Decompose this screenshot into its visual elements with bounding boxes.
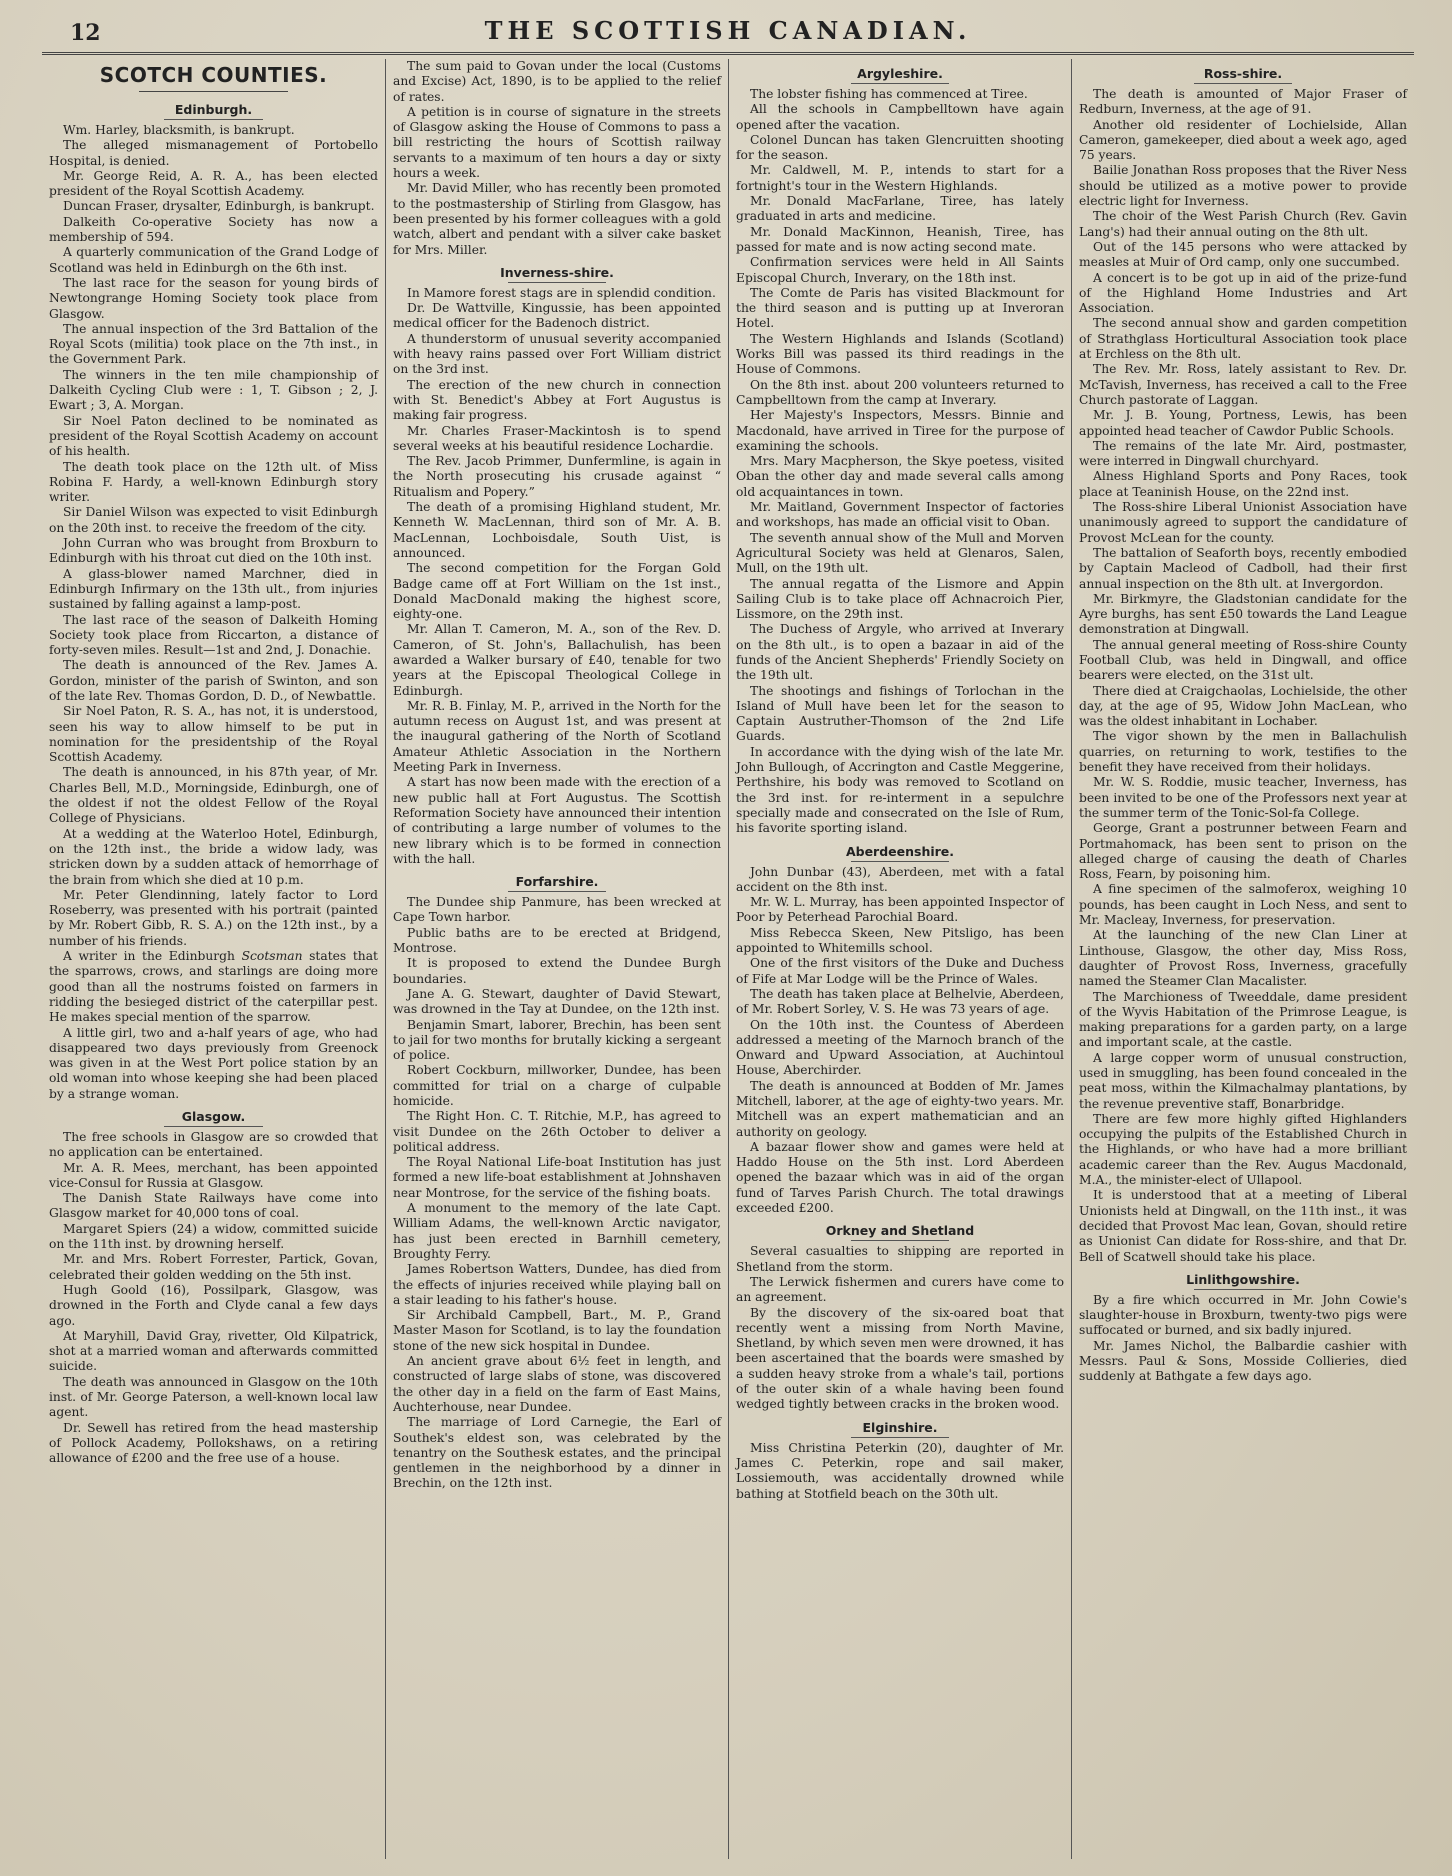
news-item: The Dundee ship Panmure, has been wrecked at Cape Town harbor. <box>393 895 721 925</box>
news-item: Mr. Charles Fraser-Mackintosh is to spend several weeks at his beautiful residence Lochardie. <box>393 423 721 453</box>
news-item: Sir Noel Paton, R. S. A., has not, it is understood, seen his way to allow himself to be put in nomination for the presidentship of the Royal Scottish Academy. <box>49 704 378 765</box>
news-item: Duncan Fraser, drysalter, Edinburgh, is bankrupt. <box>63 199 375 214</box>
news-item: The free schools in Glasgow are so crowded that no application can be entertained. <box>49 1130 378 1160</box>
news-item: The death has taken place at Belhelvie, Aberdeen, of Mr. Robert Sorley, V. S. He was 73 years of age. <box>736 986 1064 1017</box>
news-item: Wm. Harley, blacksmith, is bankrupt. <box>63 123 295 137</box>
news-item: The Duchess of Argyle, who arrived at Inverary on the 8th ult., is to open a bazaar in aid of the funds of the Ancient Shepherds' Friendly Society on the 19th ult. <box>736 622 1064 683</box>
news-item: Sir Archibald Campbell, Bart., M. P., Grand Master Mason for Scotland, is to lay the foundation stone of the new sick hospital in Dundee. <box>393 1308 721 1353</box>
news-item: The Lerwick fishermen and curers have come to an agreement. <box>736 1274 1064 1305</box>
news-item: The alleged mismanagement of Portobello Hospital, is denied. <box>49 138 378 168</box>
news-item: Mr. George Reid, A. R. A., has been elected president of the Royal Scottish Academy. <box>49 168 378 199</box>
news-item: In accordance with the dying wish of the late Mr. John Bullough, of Accrington and Castle Meggerine, Perthshire, his body was removed to Scotland on the 3rd inst. for re-interment in a sepulchre specially made and consecrated on the Isle of Rum, his favorite sporting island. <box>736 744 1064 836</box>
news-item: A writer in the Edinburgh Scotsman states that the sparrows, crows, and starlings are doing more good than all the nostrums foisted on farmers in ridding the besieged district of the caterpillar pest. He makes special mention of the sparrow. <box>49 949 378 1025</box>
county-heading: Forfarshire. <box>393 874 721 892</box>
news-item: The marriage of Lord Carnegie, the Earl of Southek's eldest son, was celebrated by the tenantry on the Southesk estates, and the principal gentlemen in the neighborhood by a dinner in Brechin, on the 12th inst. <box>393 1415 721 1491</box>
news-item: Public baths are to be erected at Bridgend, Montrose. <box>393 925 721 956</box>
news-item: John Curran who was brought from Broxburn to Edinburgh with his throat cut died on the 10th inst. <box>49 536 378 566</box>
news-item: The death is announced of the Rev. James A. Gordon, minister of the parish of Swinton, and son of the late Rev. Thomas Gordon, D. D., of Newbattle. <box>49 658 378 703</box>
news-item: Margaret Spiers (24) a widow, committed suicide on the 11th inst. by drowning herself. <box>49 1221 378 1252</box>
news-item: Dr. Sewell has retired from the head mastership of Pollock Academy, Pollokshaws, on a retiring allowance of £200 and the free use of a house. <box>49 1420 378 1466</box>
news-item: Mr. Peter Glendinning, lately factor to Lord Roseberry, was presented with his portrait (painted by Mr. Robert Gibb, R. S. A.) on the 12th inst., by a number of his friends. <box>49 887 378 948</box>
news-item: Mrs. Mary Macpherson, the Skye poetess, visited Oban the other day and made several calls among old acquaintances in town. <box>736 454 1064 499</box>
news-item: Mr. J. B. Young, Portness, Lewis, has been appointed head teacher of Cawdor Public Schools. <box>1079 408 1407 438</box>
news-item: By a fire which occurred in Mr. John Cowie's slaughter-house in Broxburn, twenty-two pigs were suffocated or burned, and six badly injured. <box>1079 1292 1407 1338</box>
news-item: Alness Highland Sports and Pony Races, took place at Teaninish House, on the 22nd inst. <box>1079 469 1407 499</box>
news-item: Jane A. G. Stewart, daughter of David Stewart, was drowned in the Tay at Dundee, on the 12th inst. <box>393 986 721 1017</box>
news-item: Sir Daniel Wilson was expected to visit Edinburgh on the 20th inst. to receive the freedom of the city. <box>49 505 378 535</box>
news-item: The death took place on the 12th ult. of Miss Robina F. Hardy, a well-known Edinburgh story writer. <box>49 459 378 505</box>
news-item: The sum paid to Govan under the local (Customs and Excise) Act, 1890, is to be applied to the relief of rates. <box>393 59 721 104</box>
news-item: At a wedding at the Waterloo Hotel, Edinburgh, on the 12th inst., the bride a widow lady, was stricken down by a sudden attack of hemorrhage of the brain from which she died at 10 p.m. <box>49 826 378 887</box>
news-item: One of the first visitors of the Duke and Duchess of Fife at Mar Lodge will be the Prince of Wales. <box>736 956 1064 986</box>
news-item: The Royal National Life-boat Institution has just formed a new life-boat establishment at Johnshaven near Montrose, for the service of the fishing boats. <box>393 1155 721 1200</box>
news-item: James Robertson Watters, Dundee, has died from the effects of injuries received while playing ball on a stair leading to his father's house. <box>393 1262 721 1307</box>
news-item: Mr. Donald MacKinnon, Heanish, Tiree, has passed for mate and is now acting second mate. <box>736 224 1064 254</box>
county-heading: Argyleshire. <box>736 66 1064 84</box>
news-item: Miss Christina Peterkin (20), daughter of Mr. James C. Peterkin, rope and sail maker, Lossiemouth, was accidentally drowned while bathing at Stotfield beach on the 30th ult. <box>736 1440 1064 1501</box>
news-item: The death is announced at Bodden of Mr. James Mitchell, laborer, at the age of eighty-two years. Mr. Mitchell was an expert mathematician and an authority on geology. <box>736 1078 1064 1139</box>
news-item: Out of the 145 persons who were attacked by measles at Muir of Ord camp, only one succumbed. <box>1079 239 1407 270</box>
news-item: A quarterly communication of the Grand Lodge of Scotland was held in Edinburgh on the 6th inst. <box>49 245 378 275</box>
news-item: The last race of the season of Dalkeith Homing Society took place from Riccarton, a distance of forty-seven miles. Result—1st and 2nd, J. Donachie. <box>49 612 378 658</box>
news-item: The choir of the West Parish Church (Rev. Gavin Lang's) had their annual outing on the 8th ult. <box>1079 209 1407 239</box>
news-item: A start has now been made with the erection of a new public hall at Fort Augustus. The Scottish Reformation Society have announced their intention of contributing a large number of volumes to the new library which is to be formed in connection with the hall. <box>393 775 721 866</box>
news-item: Another old residenter of Lochielside, Allan Cameron, gamekeeper, died about a week ago, aged 75 years. <box>1079 117 1407 163</box>
news-item: Her Majesty's Inspectors, Messrs. Binnie and Macdonald, have arrived in Tiree for the purpose of examining the schools. <box>736 408 1064 453</box>
county-heading: Ross-shire. <box>1079 66 1407 84</box>
county-heading: Glasgow. <box>49 1109 378 1127</box>
news-item: The winners in the ten mile championship of Dalkeith Cycling Club were : 1, T. Gibson ; 2, J. Ewart ; 3, A. Morgan. <box>49 367 378 413</box>
news-item: At the launching of the new Clan Liner at Linthouse, Glasgow, the other day, Miss Ross, daughter of Provost Ross, Inverness, gracefully named the Steamer Clan Macalister. <box>1079 928 1407 989</box>
news-item: Mr. Donald MacFarlane, Tiree, has lately graduated in arts and medicine. <box>736 194 1064 224</box>
news-item: Miss Rebecca Skeen, New Pitsligo, has been appointed to Whitemills school. <box>736 925 1064 956</box>
news-item: The death was announced in Glasgow on the 10th inst. of Mr. George Paterson, a well-known local law agent. <box>49 1374 378 1420</box>
news-item: The Western Highlands and Islands (Scotland) Works Bill was passed its third readings in the House of Commons. <box>736 331 1064 377</box>
news-item: The death is amounted of Major Fraser of Redburn, Inverness, at the age of 91. <box>1079 87 1407 117</box>
news-item: A glass-blower named Marchner, died in Edinburgh Infirmary on the 13th ult., from injuries sustained by falling against a lamp-post. <box>49 566 378 612</box>
news-item: It is understood that at a meeting of Liberal Unionists held at Dingwall, on the 11th inst., it was decided that Provost Mac lean, Govan, should retire as Unionist Can didate for Ross-shire, and that Dr. Bell of Scatwell should take his place. <box>1079 1188 1407 1264</box>
page-number: 12 <box>70 20 101 46</box>
news-item: Dr. De Wattville, Kingussie, has been appointed medical officer for the Badenoch district. <box>393 301 721 331</box>
news-item: Mr. Allan T. Cameron, M. A., son of the Rev. D. Cameron, of St. John's, Ballachulish, has been awarded a Walker bursary of £40, tenable for two years at the Episcopal Theological College in Edinburgh. <box>393 622 721 698</box>
masthead <box>42 8 1414 46</box>
news-item: Mr. Caldwell, M. P., intends to start for a fortnight's tour in the Western Highlands. <box>736 163 1064 193</box>
news-item: The remains of the late Mr. Aird, postmaster, were interred in Dingwall churchyard. <box>1079 438 1407 469</box>
masthead-rule <box>42 52 1414 55</box>
news-item: The Comte de Paris has visited Blackmount for the third season and is putting up at Inveroran Hotel. <box>736 285 1064 331</box>
news-item: It is proposed to extend the Dundee Burgh boundaries. <box>393 956 721 986</box>
news-item: Mr. and Mrs. Robert Forrester, Partick, Govan, celebrated their golden wedding on the 5th inst. <box>49 1252 378 1282</box>
news-item: Dalkeith Co-operative Society has now a membership of 594. <box>49 214 378 245</box>
news-item: George, Grant a postrunner between Fearn and Portmahomack, has been sent to prison on the alleged charge of causing the death of Charles Ross, Fearn, by poisoning him. <box>1079 821 1407 882</box>
news-item: The shootings and fishings of Torlochan in the Island of Mull have been let for the season to Captain Austruther-Thomson of the 2nd Life Guards. <box>736 683 1064 744</box>
news-item: An ancient grave about 6½ feet in length, and constructed of large slabs of stone, was discovered the other day in a field on the farm of East Mains, Auchterhouse, near Dundee. <box>393 1354 721 1414</box>
news-item: There died at Craigchaolas, Lochielside, the other day, at the age of 95, Widow John MacLean, who was the oldest inhabitant in Lochaber. <box>1079 683 1407 729</box>
news-item: A little girl, two and a-half years of age, who had disappeared two days previously from Greenock was given in at the West Port police station by an old woman into whose keeping she had been placed by a strange woman. <box>49 1025 378 1101</box>
news-item: The erection of the new church in connection with St. Benedict's Abbey at Fort Augustus is making fair progress. <box>393 377 721 423</box>
news-item: The annual regatta of the Lismore and Appin Sailing Club is to take place off Achnacroich Pier, Lissmore, on the 29th inst. <box>736 576 1064 622</box>
news-item: On the 8th inst. about 200 volunteers returned to Campbelltown from the camp at Inverary. <box>736 377 1064 407</box>
news-item: The Danish State Railways have come into Glasgow market for 40,000 tons of coal. <box>49 1191 378 1221</box>
news-item: Mr. R. B. Finlay, M. P., arrived in the North for the autumn recess on August 1st, and was present at the inaugural gathering of the North of Scotland Amateur Athletic Association in the Northern Meeting Park in Inverness. <box>393 698 721 775</box>
news-item: A fine specimen of the salmoferox, weighing 10 pounds, has been caught in Loch Ness, and sent to Mr. Macleay, Inverness, for preservation. <box>1079 882 1407 928</box>
news-item: The battalion of Seaforth boys, recently embodied by Captain Macleod of Cadboll, had their first annual inspection on the 8th ult. at Invergordon. <box>1079 545 1407 591</box>
news-item: All the schools in Campbelltown have again opened after the vacation. <box>736 102 1064 132</box>
news-item: A bazaar flower show and games were held at Haddo House on the 5th inst. Lord Aberdeen opened the bazaar which was in aid of the organ fund of Tarves Parish Church. The total drawings exceeded £200. <box>736 1139 1064 1216</box>
news-item: Mr. Birkmyre, the Gladstonian candidate for the Ayre burghs, has sent £50 towards the Land League demonstration at Dingwall. <box>1079 591 1407 637</box>
news-item: The death is announced, in his 87th year, of Mr. Charles Bell, M.D., Morningside, Edinburgh, one of the oldest if not the oldest Fellow of the Royal College of Physicians. <box>49 765 378 826</box>
section-title: SCOTCH COUNTIES. <box>49 63 378 92</box>
news-item: The seventh annual show of the Mull and Morven Agricultural Society was held at Glenaros, Salen, Mull, on the 19th ult. <box>736 530 1064 576</box>
news-item: The annual general meeting of Ross-shire County Football Club, was held in Dingwall, and office bearers were elected, on the 31st ult. <box>1079 637 1407 683</box>
news-item: The second competition for the Forgan Gold Badge came off at Fort William on the 1st inst., Donald MacDonald making the highest score, eighty-one. <box>393 561 721 622</box>
news-item: Several casualties to shipping are reported in Shetland from the storm. <box>736 1244 1064 1274</box>
column-2 <box>385 59 728 1859</box>
column-4 <box>1071 59 1414 1859</box>
news-item: By the discovery of the six-oared boat that recently went a missing from North Mavine, Shetland, by which seven men were drowned, it has been ascertained that the boards were smashed by a sudden heavy stroke from a whale's tail, portions of the outer skin of a whale having been found wedged tightly between cracks in the broken wood. <box>736 1305 1064 1412</box>
column-1 <box>42 59 385 1859</box>
news-item: Bailie Jonathan Ross proposes that the River Ness should be utilized as a motive power to provide electric light for Inverness. <box>1079 163 1407 209</box>
news-item: The Right Hon. C. T. Ritchie, M.P., has agreed to visit Dundee on the 26th October to deliver a political address. <box>393 1109 721 1154</box>
news-item: The Marchioness of Tweeddale, dame president of the Wyvis Habitation of the Primrose League, is making preparations for a garden party, on a large and important scale, at the castle. <box>1079 989 1407 1050</box>
news-item: A petition is in course of signature in the streets of Glasgow asking the House of Commons to pass a bill restricting the hours of Scottish railway servants to a maximum of ten hours a day or sixty hours a week. <box>393 104 721 181</box>
news-item: Mr. A. R. Mees, merchant, has been appointed vice-Consul for Russia at Glasgow. <box>49 1160 378 1190</box>
news-item: The second annual show and garden competition of Strathglass Horticultural Association took place at Erchless on the 8th ult. <box>1079 316 1407 362</box>
news-item: Mr. Maitland, Government Inspector of factories and workshops, has made an official visit to Oban. <box>736 500 1064 530</box>
news-item: Hugh Goold (16), Possilpark, Glasgow, was drowned in the Forth and Clyde canal a few days ago. <box>49 1282 378 1328</box>
column-3 <box>728 59 1071 1859</box>
news-item: Confirmation services were held in All Saints Episcopal Church, Inverary, on the 18th inst. <box>736 255 1064 285</box>
news-item: A monument to the memory of the late Capt. William Adams, the well-known Arctic navigator, has just been erected in Barnhill cemetery, Broughty Ferry. <box>393 1201 721 1261</box>
news-item: Mr. David Miller, who has recently been promoted to the postmastership of Stirling from Glasgow, has been presented by his former colleagues with a gold watch, albert and pendant with a silver cake basket for Mrs. Miller. <box>393 181 721 257</box>
news-item: Mr. W. L. Murray, has been appointed Inspector of Poor by Peterhead Parochial Board. <box>736 895 1064 925</box>
newspaper-title: THE SCOTTISH CANADIAN. <box>484 16 972 45</box>
county-heading: Inverness-shire. <box>393 265 721 283</box>
news-item: In Mamore forest stags are in splendid condition. <box>407 285 716 300</box>
news-item: The vigor shown by the men in Ballachulish quarries, on returning to work, testifies to the benefit they have received from their holidays. <box>1079 729 1407 775</box>
news-item: Mr. James Nichol, the Balbardie cashier with Messrs. Paul & Sons, Mosside Collieries, died suddenly at Bathgate a few days ago. <box>1079 1338 1407 1384</box>
news-item: A thunderstorm of unusual severity accompanied with heavy rains passed over Fort William district on the 3rd inst. <box>393 331 721 377</box>
news-item: Benjamin Smart, laborer, Brechin, has been sent to jail for two months for brutally kicking a sergeant of police. <box>393 1017 721 1063</box>
news-item: The Rev. Jacob Primmer, Dunfermline, is again in the North prosecuting his crusade against “ Ritualism and Popery.” <box>393 454 721 499</box>
news-item: John Dunbar (43), Aberdeen, met with a fatal accident on the 8th inst. <box>736 864 1064 894</box>
news-item: Sir Noel Paton declined to be nominated as president of the Royal Scottish Academy on account of his health. <box>49 413 378 459</box>
news-item: On the 10th inst. the Countess of Aberdeen addressed a meeting of the Marnoch branch of the Onward and Upward Association, at Auchintoul House, Aberchirder. <box>736 1017 1064 1078</box>
news-item: A concert is to be got up in aid of the prize-fund of the Highland Home Industries and Art Association. <box>1079 270 1407 316</box>
news-item: The Ross-shire Liberal Unionist Association have unanimously agreed to support the candidature of Provost McLean for the county. <box>1079 500 1407 545</box>
county-heading: Edinburgh. <box>49 102 378 120</box>
article-columns <box>42 59 1414 1859</box>
county-heading: Aberdeenshire. <box>736 844 1064 862</box>
news-item: Colonel Duncan has taken Glencruitten shooting for the season. <box>736 132 1064 163</box>
news-item: The lobster fishing has commenced at Tiree. <box>750 87 1028 101</box>
news-item: A large copper worm of unusual construction, used in smuggling, has been found concealed in the peat moss, within the Kilmachalmay plantations, by the revenue preventive staff, Bonarbridge. <box>1079 1050 1407 1111</box>
news-item: At Maryhill, David Gray, rivetter, Old Kilpatrick, shot at a married woman and afterwards committed suicide. <box>49 1328 378 1374</box>
news-item: Mr. W. S. Roddie, music teacher, Inverness, has been invited to be one of the Professors next year at the summer term of the Tonic-Sol-fa College. <box>1079 775 1407 820</box>
news-item: Robert Cockburn, millworker, Dundee, has been committed for trial on a charge of culpable homicide. <box>393 1063 721 1108</box>
news-item: The death of a promising Highland student, Mr. Kenneth W. MacLennan, third son of Mr. A. B. MacLennan, Lochboisdale, South Uist, is announced. <box>393 500 721 560</box>
county-heading: Orkney and Shetland <box>736 1223 1064 1241</box>
news-item: The Rev. Mr. Ross, lately assistant to Rev. Dr. McTavish, Inverness, has received a call to the Free Church pastorate of Laggan. <box>1079 362 1407 407</box>
county-heading: Elginshire. <box>736 1420 1064 1438</box>
news-item: There are few more highly gifted Highlanders occupying the pulpits of the Established Church in the Highlands, or who have had a more brilliant academic career than the Rev. Augus Macdonald, M.A., the minister-elect of Ullapool. <box>1079 1111 1407 1188</box>
news-item: The annual inspection of the 3rd Battalion of the Royal Scots (militia) took place on the 7th inst., in the Government Park. <box>49 321 378 367</box>
news-item: The last race for the season for young birds of Newtongrange Homing Society took place from Glasgow. <box>49 275 378 321</box>
county-heading: Linlithgowshire. <box>1079 1272 1407 1290</box>
